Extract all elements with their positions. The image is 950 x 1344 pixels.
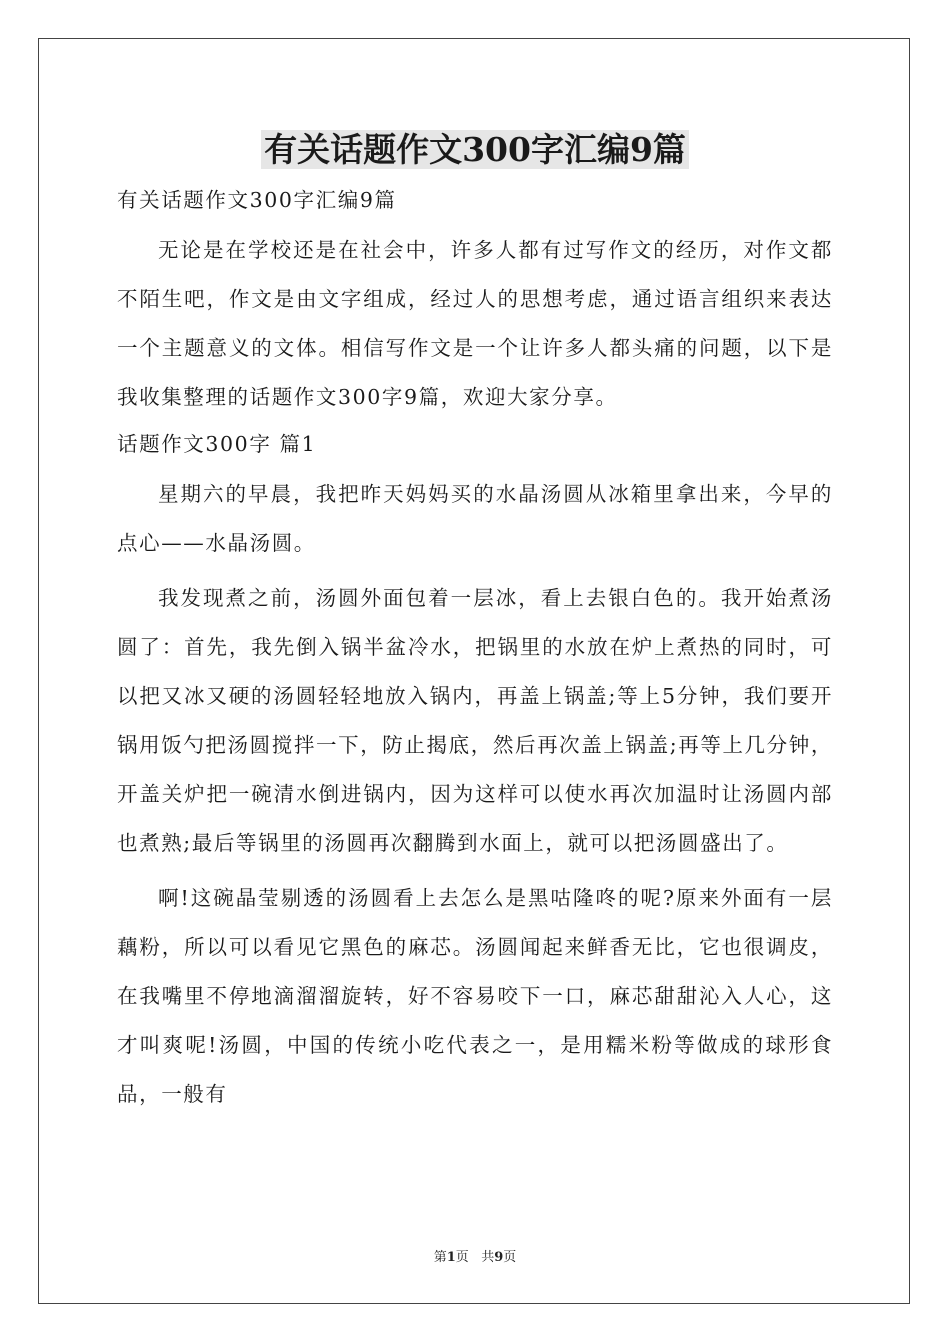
page-total: 9 — [494, 1250, 504, 1265]
document-body — [117, 178, 833, 1119]
body-paragraph: 啊!这碗晶莹剔透的汤圆看上去怎么是黑咕隆咚的呢?原来外面有一层藕粉，所以可以看见它黑色的麻芯。汤圆闻起来鲜香无比，它也很调皮，在我嘴里不停地滴溜溜旋转，好不容易咬下一口，麻芯甜甜沁入人心，这才叫爽呢!汤圆，中国的传统小吃代表之一，是用糯米粉等做成的球形食品，一般有 — [117, 886, 833, 1106]
body-paragraph: 星期六的早晨，我把昨天妈妈买的水晶汤圆从冰箱里拿出来，今早的点心——水晶汤圆。 — [117, 482, 833, 555]
document-subtitle: 有关话题作文300字汇编9篇 — [117, 188, 397, 212]
page-prefix: 第 — [433, 1250, 447, 1265]
document-title-text: 有关话题作文300字汇编9篇 — [261, 130, 689, 169]
page-unit: 页 — [455, 1250, 469, 1265]
total-unit: 页 — [503, 1250, 517, 1265]
intro-paragraph: 无论是在学校还是在社会中，许多人都有过写作文的经历，对作文都不陌生吧，作文是由文字组成，经过人的思想考虑，通过语言组织来表达一个主题意义的文体。相信写作文是一个让许多人都头痛的问题，以下是我收集整理的话题作文300字9篇，欢迎大家分享。 — [117, 238, 833, 409]
total-prefix: 共 — [481, 1250, 495, 1265]
document-title — [0, 128, 950, 172]
body-paragraph: 我发现煮之前，汤圆外面包着一层冰，看上去银白色的。我开始煮汤圆了：首先，我先倒入锅半盆冷水，把锅里的水放在炉上煮热的同时，可以把又冰又硬的汤圆轻轻地放入锅内，再盖上锅盖;等上5分钟，我们要开锅用饭勺把汤圆搅拌一下，防止揭底，然后再次盖上锅盖;再等上几分钟，开盖关炉把一碗清水倒进锅内，因为这样可以使水再次加温时让汤圆内部也煮熟;最后等锅里的汤圆再次翻腾到水面上，就可以把汤圆盛出了。 — [117, 586, 833, 855]
page-current: 1 — [446, 1250, 456, 1265]
section-heading: 话题作文300字 篇1 — [117, 432, 317, 456]
page-footer — [0, 1248, 950, 1268]
